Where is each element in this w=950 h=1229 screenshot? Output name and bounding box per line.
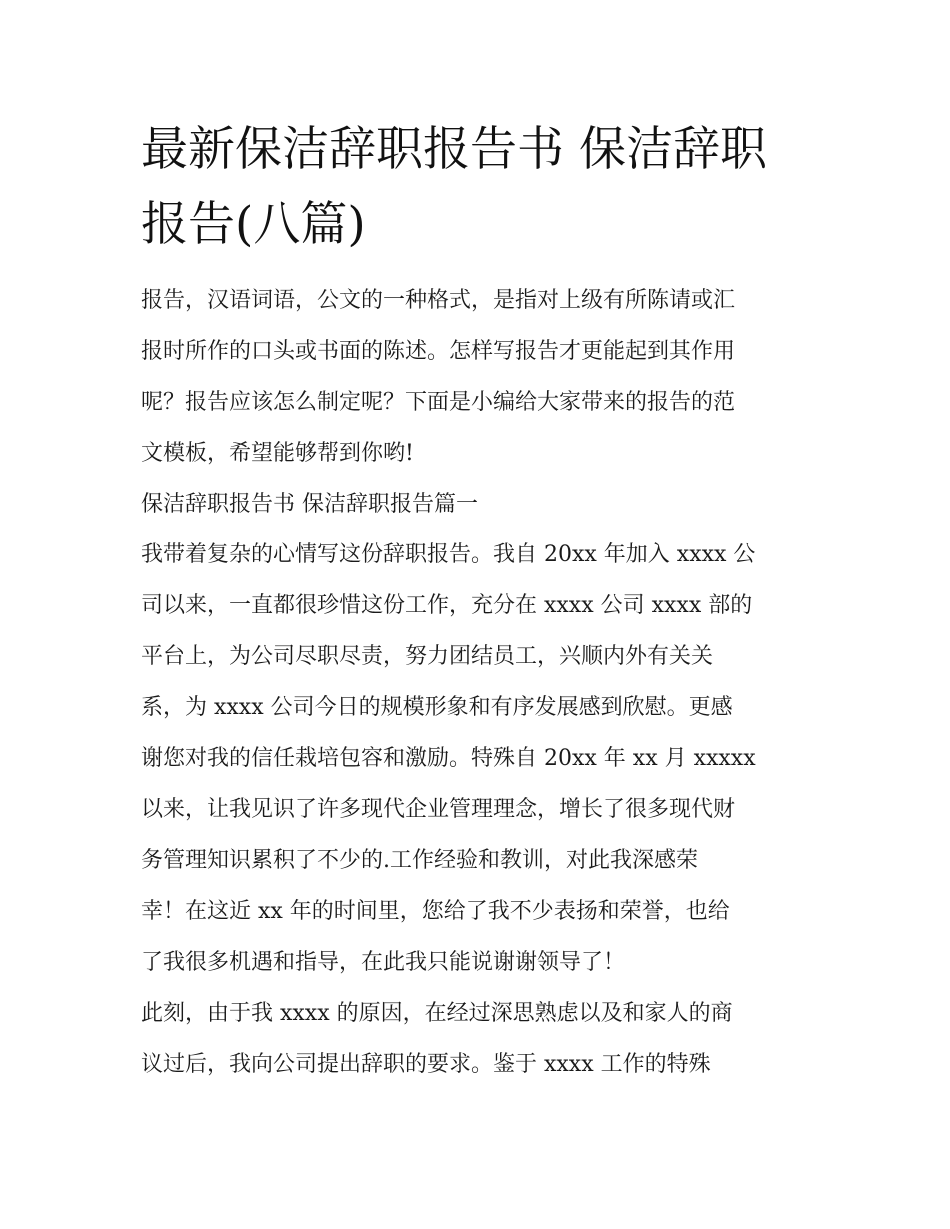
text-line: 报告，汉语词语，公文的一种格式，是指对上级有所陈请或汇 — [141, 288, 736, 313]
text-line: 我带着复杂的心情写这份辞职报告。我自 20xx 年加入 xxxx 公 — [141, 542, 756, 567]
section-heading: 保洁辞职报告书 保洁辞职报告篇一 — [141, 492, 478, 517]
text-line: 议过后，我向公司提出辞职的要求。鉴于 xxxx 工作的特殊 — [141, 1052, 711, 1077]
text-line: 幸！在这近 xx 年的时间里，您给了我不少表扬和荣誉，也给 — [141, 899, 730, 924]
text-line: 平台上，为公司尽职尽责，努力团结员工，兴顺内外有关关 — [141, 644, 714, 669]
text-line: 了我很多机遇和指导，在此我只能说谢谢领导了！ — [141, 950, 626, 975]
text-line: 系，为 xxxx 公司今日的规模形象和有序发展感到欣慰。更感 — [141, 695, 733, 720]
text-line: 司以来，一直都很珍惜这份工作，充分在 xxxx 公司 xxxx 部的 — [141, 593, 753, 618]
text-line: 文模板，希望能够帮到你哟! — [141, 441, 414, 466]
text-line: 呢？报告应该怎么制定呢？下面是小编给大家带来的报告的范 — [141, 390, 736, 415]
text-line: 以来，让我见识了许多现代企业管理理念，增长了很多现代财 — [141, 797, 736, 822]
text-line: 谢您对我的信任栽培包容和激励。特殊自 20xx 年 xx 月 xxxxx — [141, 746, 756, 771]
text-line: 务管理知识累积了不少的.工作经验和教训，对此我深感荣 — [141, 848, 698, 873]
text-line: 报时所作的口头或书面的陈述。怎样写报告才更能起到其作用 — [141, 339, 736, 364]
intro-paragraph — [141, 280, 841, 484]
paragraph-1 — [141, 534, 841, 993]
title-line-2: 报告(八篇) — [141, 197, 366, 252]
text-line: 此刻，由于我 xxxx 的原因，在经过深思熟虑以及和家人的商 — [141, 1001, 733, 1026]
paragraph-2 — [141, 993, 841, 1095]
document-body — [141, 280, 841, 1095]
title-line-1: 最新保洁辞职报告书 保洁辞职 — [141, 122, 767, 177]
document-title — [141, 112, 841, 262]
